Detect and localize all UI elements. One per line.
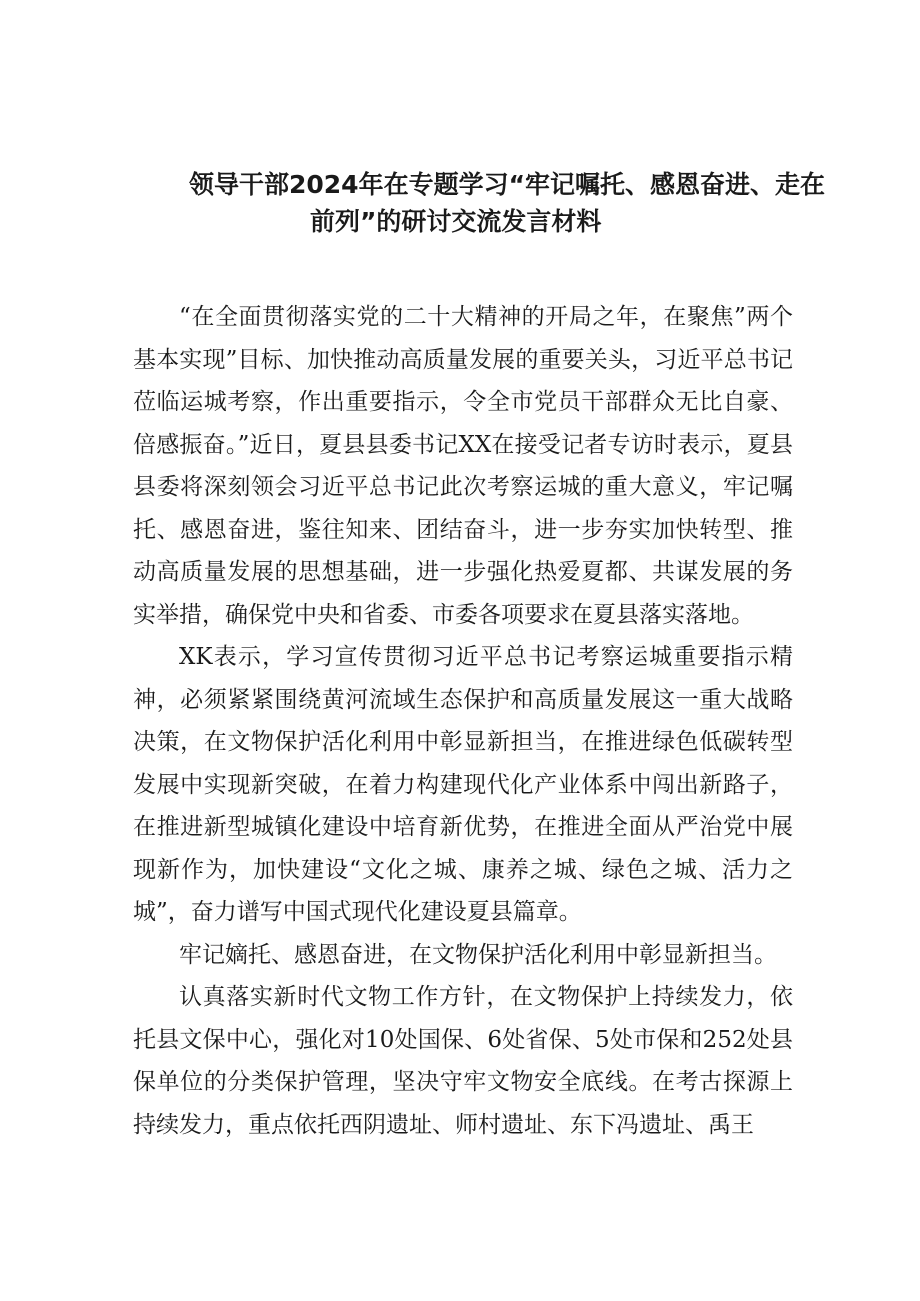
document-body: [133, 296, 793, 1146]
title-line-1: 领导干部2024年在专题学习“牢记嘱托、感恩奋进、走在: [189, 170, 826, 199]
paragraph-4: 认真落实新时代文物工作方针，在文物保护上持续发力，依托县文保中心，强化对10处国保、6处省保、5处市保和252处县保单位的分类保护管理，坚决守牢文物安全底线。在考古探源上持续发力，重点依托西阴遗址、师村遗址、东下冯遗址、禹王: [133, 984, 793, 1138]
paragraph-1: “在全面贯彻落实党的二十大精神的开局之年，在聚焦”两个基本实现”目标、加快推动高质量发展的重要关头，习近平总书记莅临运城考察，作出重要指示，令全市党员干部群众无比自豪、倍感振奋。”近日，夏县县委书记XX在接受记者专访时表示，夏县县委将深刻领会习近平总书记此次考察运城的重大意义，牢记嘱托、感恩奋进，鉴往知来、团结奋斗，进一步夯实加快转型、推动高质量发展的思想基础，进一步强化热爱夏都、共谋发展的务实举措，确保党中央和省委、市委各项要求在夏县落实落地。: [133, 304, 793, 628]
document-title: [120, 166, 826, 240]
title-line-2: 前列”的研讨交流发言材料: [310, 207, 602, 236]
paragraph-2: XK表示，学习宣传贯彻习近平总书记考察运城重要指示精神，必须紧紧围绕黄河流域生态保护和高质量发展这一重大战略决策，在文物保护活化利用中彰显新担当，在推进绿色低碳转型发展中实现新突破，在着力构建现代化产业体系中闯出新路子，在推进新型城镇化建设中培育新优势，在推进全面从严治党中展现新作为，加快建设“文化之城、康养之城、绿色之城、活力之城”，奋力谱写中国式现代化建设夏县篇章。: [133, 644, 793, 925]
paragraph-3: 牢记嫡托、感恩奋进，在文物保护活化利用中彰显新担当。: [179, 941, 777, 968]
